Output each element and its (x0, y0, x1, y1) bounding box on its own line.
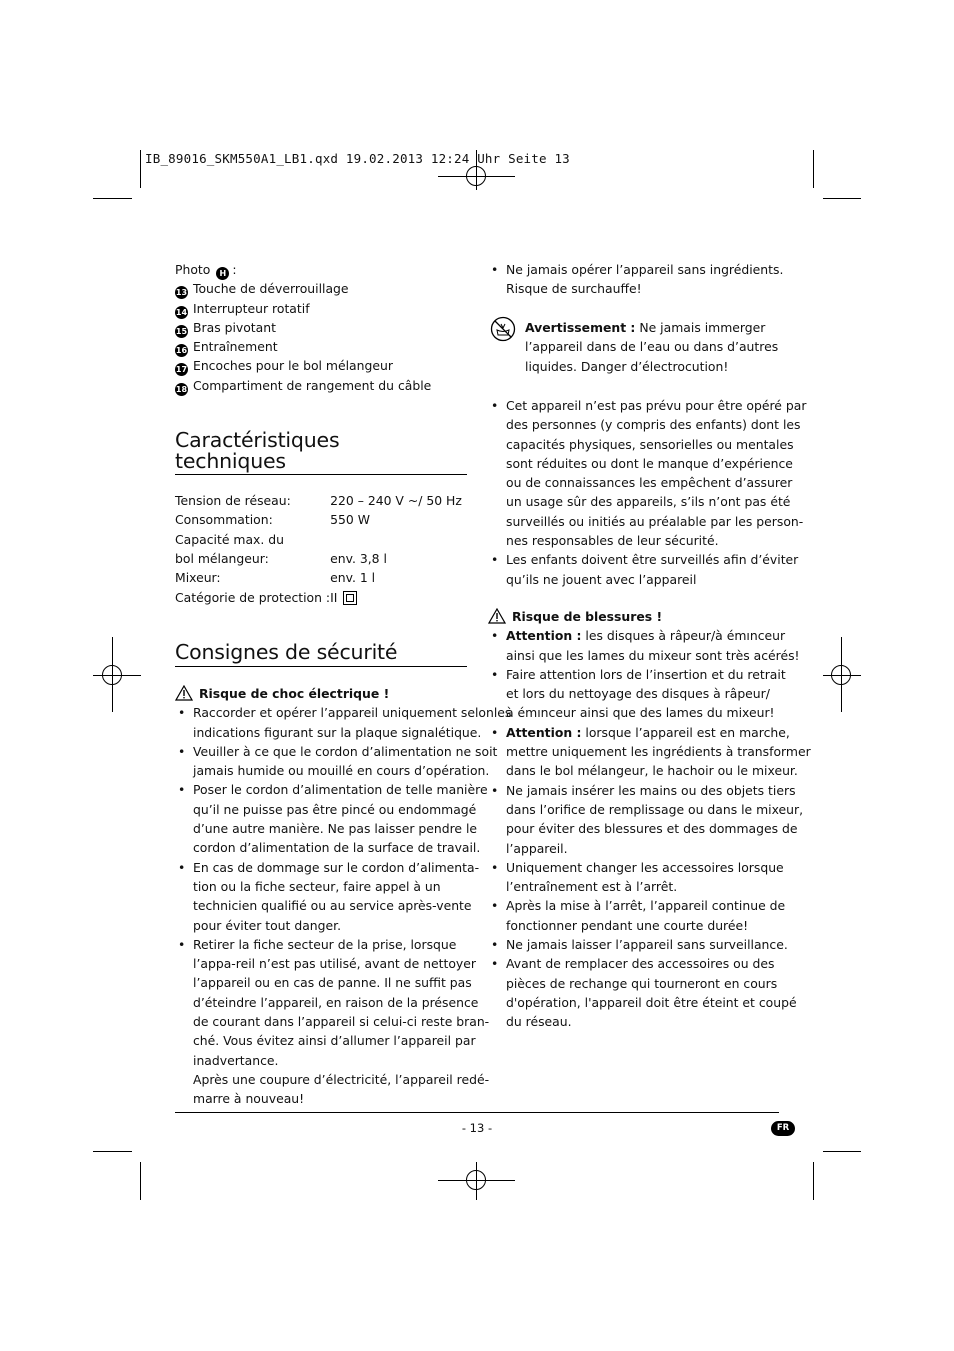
attention-label: Attention : (506, 724, 582, 740)
file-slug: IB_89016_SKM550A1_LB1.qxd 19.02.2013 12:24 Uhr Seite 13 (145, 151, 570, 166)
spec-value (330, 530, 462, 549)
spec-row (175, 587, 462, 606)
no-immersion-icon (490, 316, 516, 346)
persons-bullets (488, 396, 807, 589)
item-number-badge: 14 (175, 307, 188, 317)
overheat-bullets (488, 260, 784, 299)
spec-value: env. 1 l (330, 570, 376, 586)
spec-row (175, 568, 462, 587)
spec-label: Tension de réseau: (175, 493, 291, 509)
right-mid (488, 396, 807, 589)
specs-rule (175, 474, 467, 475)
injury-title: Risque de blessures ! (488, 607, 780, 626)
bullet-item: • Les enfants doivent être surveillés afin d’éviter qu’ils ne jouent avec l’appareil (488, 550, 780, 589)
spec-row (175, 510, 462, 529)
specs-table (175, 491, 462, 607)
photo-item (175, 299, 467, 318)
photo-caption: Photo H : (175, 262, 237, 278)
item-number-badge: 18 (175, 384, 188, 394)
language-badge: FR (771, 1121, 795, 1136)
bullet-item: • Après la mise à l’arrêt, l’appareil continue de fonctionner pendant une courte durée! (488, 896, 780, 935)
bullet-item: • Raccorder et opérer l’appareil uniquement selonles indications figurant sur la plaque signalétique. (175, 703, 467, 742)
photo-item (175, 356, 467, 375)
spec-label: Consommation: (175, 512, 273, 528)
bullet-item: • Avant de remplacer des accessoires ou des pièces de rechange qui tourneront en cours d'opération, l'appareil doit être éteint et coupé du réseau. (488, 954, 780, 1031)
spec-label: Catégorie de protection : (175, 589, 331, 605)
specs-heading: Caractéristiques techniques (175, 428, 340, 473)
bullet-item: • Veuiller à ce que le cordon d’alimentation ne soit jamais humide ou mouillé en cours d’opération. (175, 742, 467, 781)
bullet-item: • En cas de dommage sur le cordon d’alimenta- tion ou la fiche secteur, faire appel à un technicien qualifié ou au service après-vente pour éviter tout danger. (175, 858, 467, 935)
spec-label: bol mélangeur: (175, 551, 269, 567)
page-number: - 13 - (461, 1121, 493, 1135)
photo-item-text: Encoches pour le bol mélangeur (193, 358, 393, 374)
bullet-item: • Ne jamais insérer les mains ou des objets tiers dans l’orifice de remplissage ou dans le mixeur, pour éviter des blessures et des dommages de l’appareil. (488, 781, 780, 858)
bullet-item: • Attention : lorsque l’appareil est en marche, mettre uniquement les ingrédients à transformer dans le bol mélangeur, le hachoir ou le mixeur. (488, 723, 780, 781)
warning-triangle-icon (488, 608, 506, 624)
spec-value: env. 3,8 l (330, 551, 387, 567)
injury-bullets (488, 626, 811, 1031)
bullet-item: • Attention : les disques à râpeur/à émınceur ainsi que les lames du mixeur sont très acérés! (488, 626, 780, 665)
spec-value: 550 W (330, 512, 370, 528)
photo-item-text: Bras pivotant (193, 319, 276, 335)
immersion-warning: Avertissement : Ne jamais immerger l’appareil dans de l’eau ou dans d’autres liquides. Danger d’électrocution! (525, 320, 779, 374)
bullet-item: • Uniquement changer les accessoires lorsque l’entraînement est à l’arrêt. (488, 858, 780, 897)
safety-heading: Consignes de sécurité (175, 640, 398, 664)
photo-item-text: Touche de déverrouillage (193, 281, 349, 297)
bullet-item: • Cet appareil n’est pas prévu pour être opéré par des personnes (y compris des enfants) dont les capacités physiques, sensorielles ou mentales sont réduites ou dont le manque d’expérience ou de connaissances les empêchent d’assurer un usage sûr des appareils, s’ils n’ont pas été surveillés ou initiés au préalable par les person- nes responsables de leur sécurité. (488, 396, 780, 550)
photo-item-text: Compartiment de rangement du câble (193, 377, 432, 393)
warning-triangle-icon (175, 685, 193, 701)
shock-bullets (175, 703, 512, 1108)
bullet-item: • Ne jamais opérer l’appareil sans ingrédients. Risque de surchauffe! (488, 260, 780, 299)
spec-value: 220 – 240 V ~/ 50 Hz (330, 493, 462, 509)
spec-row (175, 491, 462, 510)
safety-rule (175, 666, 467, 667)
item-number-badge: 16 (175, 346, 188, 356)
spec-label: Capacité max. du (175, 531, 284, 547)
shock-section (175, 684, 512, 1109)
bullet-item: • Faire attention lors de l’insertion et du retrait et lors du nettoyage des disques à râpeur/ à émınceur ainsi que des lames du mixeur! (488, 665, 780, 723)
photo-item (175, 376, 467, 395)
protection-class-ii-icon (343, 591, 357, 605)
attention-label: Attention : (506, 628, 582, 644)
bullet-item: • Ne jamais laisser l’appareil sans surveillance. (488, 935, 780, 954)
photo-item (175, 318, 467, 337)
spec-row (175, 549, 462, 568)
photo-item (175, 337, 467, 356)
item-number-badge: 15 (175, 326, 188, 336)
photo-letter-badge: H (216, 267, 229, 280)
spec-row (175, 530, 462, 549)
photo-items (175, 279, 467, 395)
bullet-item: • Retirer la fiche secteur de la prise, lorsque l’appa-reil n’est pas utilisé, avant de nettoyer l’appareil ou en cas de panne. Il ne suffit pas d’éteindre l’appareil, en raison de la présence de courant dans l’appareil si celui-ci reste bran- ché. Vous évitez ainsi d’allumer l’appareil par inadvertance. Après une coupure d’électricité, l’appareil redé- marre à nouveau! (175, 935, 467, 1109)
spec-value: II (330, 587, 462, 606)
injury-section (488, 607, 811, 1032)
bullet-item: • Poser le cordon d’alimentation de telle manière qu’il ne puisse pas être pincé ou endommagé d’une autre manière. Ne pas laisser pendre le cordon d’alimentation de la surface de travail. (175, 780, 467, 857)
right-top (488, 260, 784, 299)
item-number-badge: 13 (175, 288, 188, 298)
item-number-badge: 17 (175, 365, 188, 375)
photo-item-text: Entraînement (193, 339, 278, 355)
photo-legend (175, 260, 467, 395)
shock-title: Risque de choc électrique ! (175, 684, 467, 703)
footer-rule (175, 1112, 779, 1113)
photo-item (175, 279, 467, 298)
spec-label: Mixeur: (175, 570, 221, 586)
photo-item-text: Interrupteur rotatif (193, 300, 310, 316)
